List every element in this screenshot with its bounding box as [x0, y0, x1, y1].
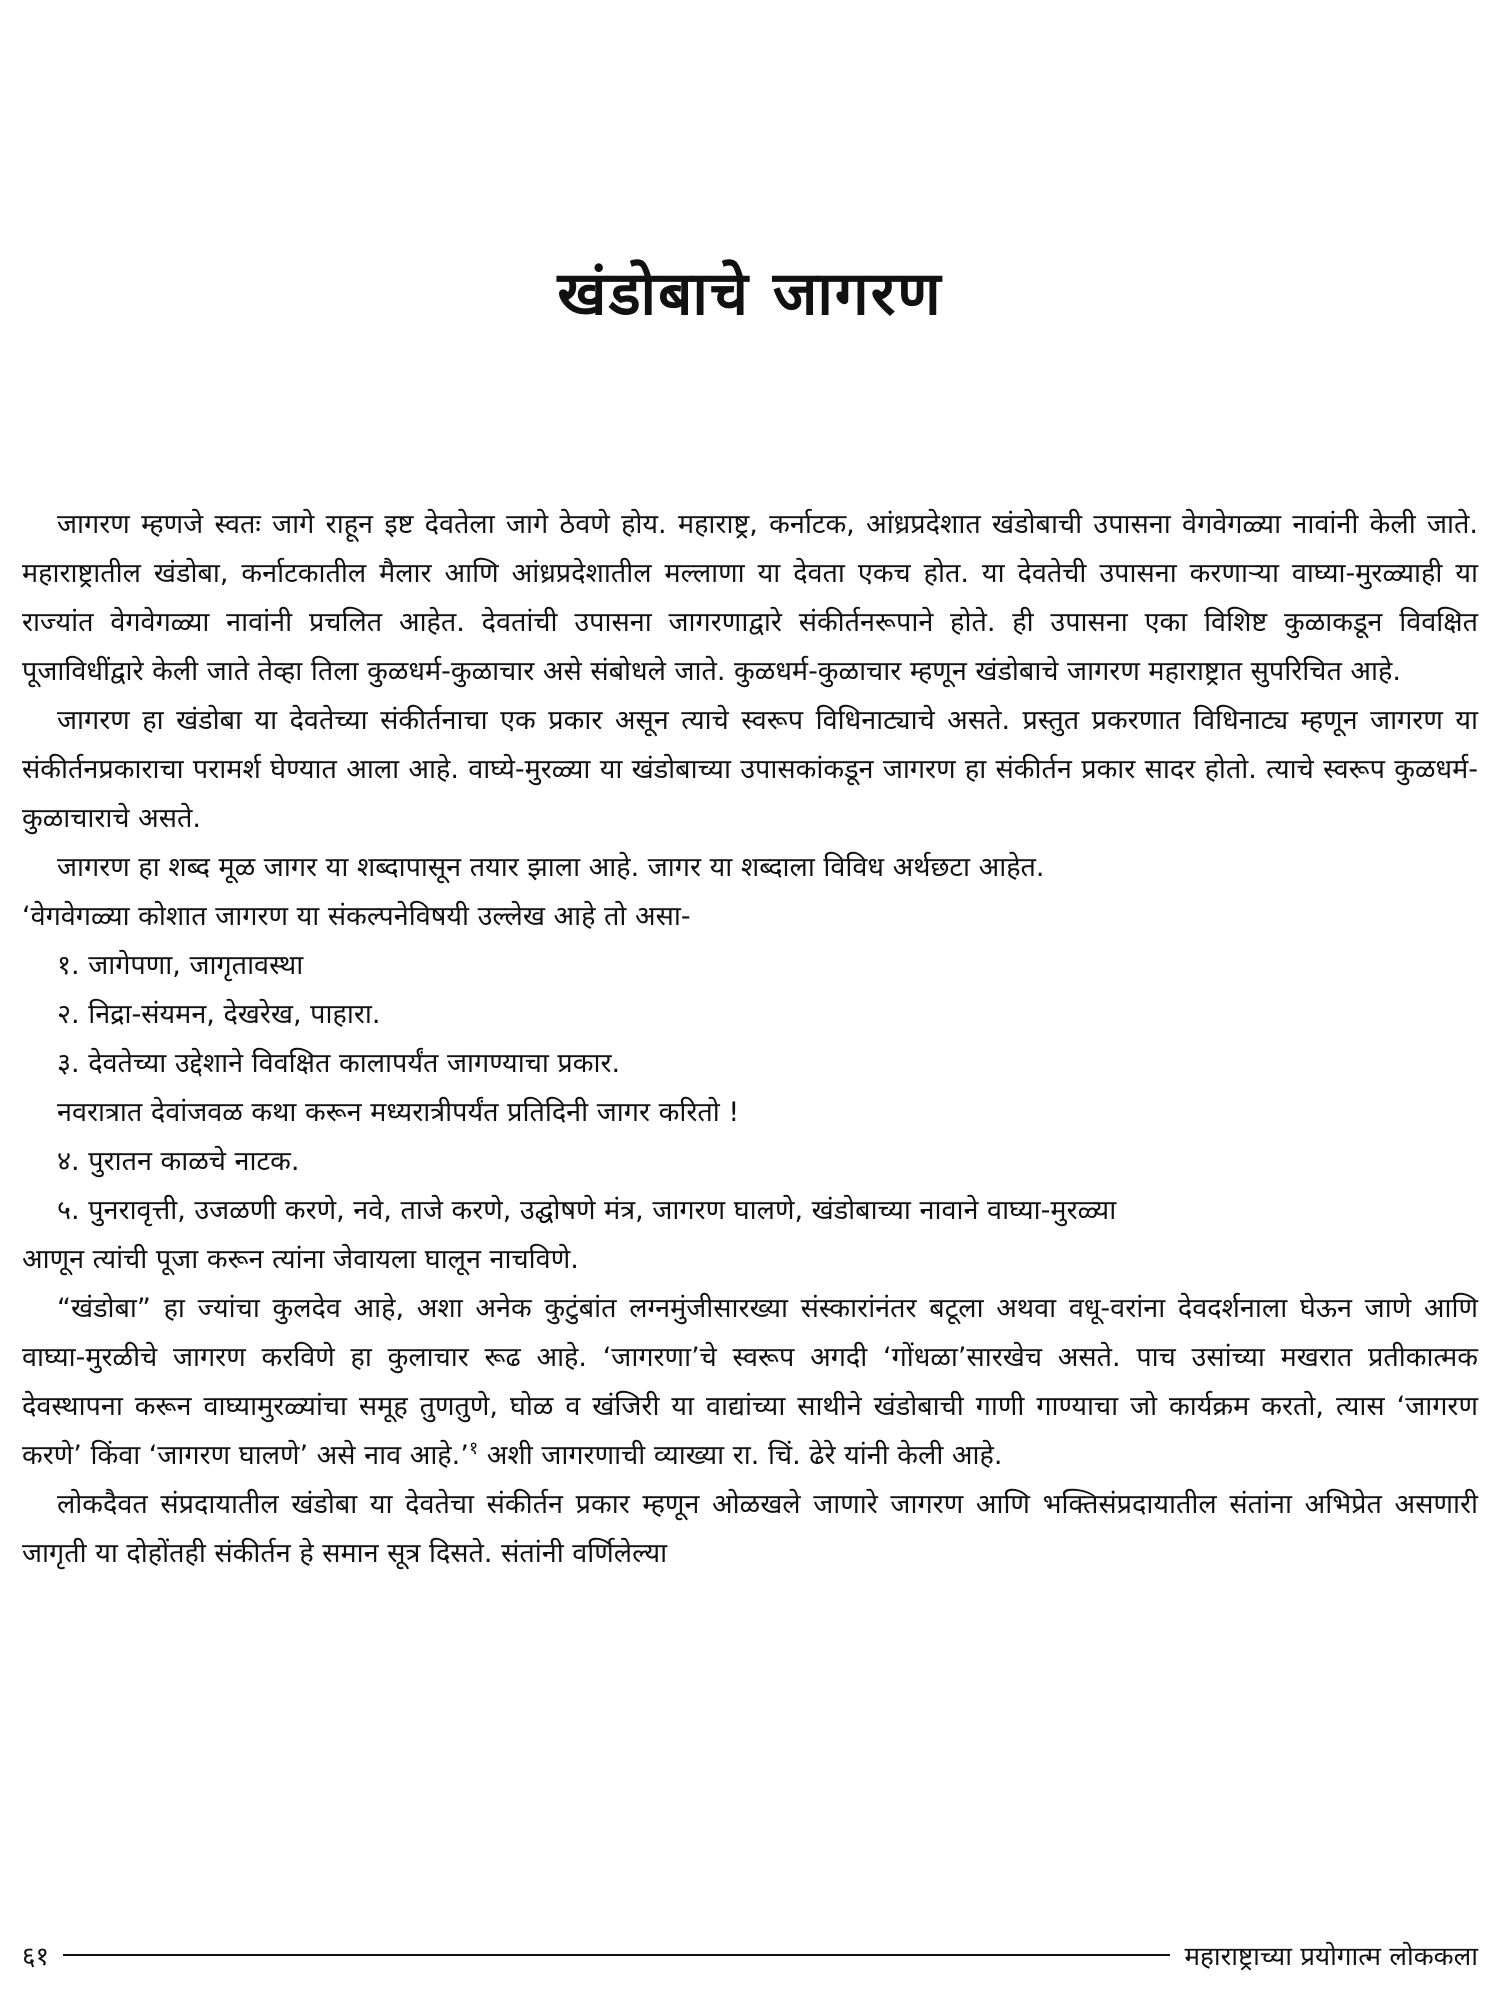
paragraph: लोकदैवत संप्रदायातील खंडोबा या देवतेचा संकीर्तन प्रकार म्हणून ओळखले जाणारे जागरण आणि भक्तिसंप्रदायातील संतांना अभिप्रेत असणारी जागृती या दोहोंतही संकीर्तन हे समान सूत्र दिसते. संतांनी वर्णिलेल्या [22, 1489, 1478, 1569]
list-item: १. जागेपणा, जागृतावस्था [57, 950, 304, 981]
quote-text: “खंडोबा” हा ज्यांचा कुलदेव आहे, अशा अनेक कुटुंबांत लग्नमुंजीसारख्या संस्कारांनंतर बटूला अथवा वधू-वरांना देवदर्शनाला घेऊन जाणे आणि वाघ्या-मुरळीचे जागरण करविणे हा कुलाचार रूढ आहे. ‘जागरणा’चे स्वरूप अगदी ‘गोंधळा’सारखेच असते. पाच उसांच्या मखरात प्रतीकात्मक देवस्थापना करून वाघ्यामुरळ्यांचा समूह तुणतुणे, घोळ व खंजिरी या वाद्यांच्या साथीने खंडोबाची गाणी गाण्याचा जो कार्यक्रम करतो, त्यास ‘जागरण करणे’ किंवा ‘जागरण घालणे’ असे नाव आहे.’ [22, 1293, 1478, 1471]
paragraph: जागरण हा शब्द मूळ जागर या शब्दापासून तयार झाला आहे. जागर या शब्दाला विविध अर्थछटा आहेत. [57, 852, 1045, 883]
list-item: ५. पुनरावृत्ती, उजळणी करणे, नवे, ताजे करणे, उद्घोषणे मंत्र, जागरण घालणे, खंडोबाच्या नावाने वाघ्या-मुरळ्या [57, 1195, 1117, 1226]
quote-paragraph [22, 1284, 1478, 1480]
list-item: नवरात्रात देवांजवळ कथा करून मध्यरात्रीपर्यंत प्रतिदिनी जागर करितो ! [57, 1097, 740, 1128]
page-title: खंडोबाचे जागरण [557, 259, 943, 329]
paragraph: जागरण हा खंडोबा या देवतेच्या संकीर्तनाचा एक प्रकार असून त्याचे स्वरूप विधिनाट्याचे असते. प्रस्तुत प्रकरणात विधिनाट्य म्हणून जागरण या संकीर्तनप्रकाराचा परामर्श घेण्यात आला आहे. वाघ्ये-मुरळ्या या खंडोबाच्या उपासकांकडून जागरण हा संकीर्तन प्रकार सादर होतो. त्याचे स्वरूप कुळधर्म-कुळाचाराचे असते. [22, 705, 1478, 834]
paragraph: जागरण म्हणजे स्वतः जागे राहून इष्ट देवतेला जागे ठेवणे होय. महाराष्ट्र, कर्नाटक, आंध्रप्रदेशात खंडोबाची उपासना वेगवेगळ्या नावांनी केली जाते. महाराष्ट्रातील खंडोबा, कर्नाटकातील मैलार आणि आंध्रप्रदेशातील मल्लाणा या देवता एकच होत. या देवतेची उपासना करणाऱ्या वाघ्या-मुरळ्याही या राज्यांत वेगवेगळ्या नावांनी प्रचलित आहेत. देवतांची उपासना जागरणाद्वारे संकीर्तनरूपाने होते. ही उपासना एका विशिष्ट कुळाकडून विवक्षित पूजाविधींद्वारे केली जाते तेव्हा तिला कुळधर्म-कुळाचार असे संबोधले जाते. कुळधर्म-कुळाचार म्हणून खंडोबाचे जागरण महाराष्ट्रात सुपरिचित आहे. [22, 509, 1478, 687]
list-item-continuation: आणून त्यांची पूजा करून त्यांना जेवायला घालून नाचविणे. [22, 1244, 579, 1275]
lead-in: ‘वेगवेगळ्या कोशात जागरण या संकल्पनेविषयी उल्लेख आहे तो असा- [22, 901, 691, 932]
list-item: २. निद्रा-संयमन, देखरेख, पाहारा. [57, 999, 381, 1030]
body-text [22, 500, 1478, 1578]
footer-rule [63, 1954, 1170, 1956]
list-item: ४. पुरातन काळचे नाटक. [57, 1146, 300, 1177]
footnote-mark: १ [468, 1438, 479, 1459]
page-number: ६१ [22, 1942, 50, 1972]
page-footer [22, 1935, 1478, 1975]
list-item: ३. देवतेच्या उद्देशाने विवक्षित कालापर्यंत जागण्याचा प्रकार. [57, 1048, 621, 1079]
quote-tail: अशी जागरणाची व्याख्या रा. चिं. ढेरे यांनी केली आहे. [478, 1440, 1003, 1471]
book-title: महाराष्ट्राच्या प्रयोगात्म लोककला [1184, 1942, 1478, 1972]
